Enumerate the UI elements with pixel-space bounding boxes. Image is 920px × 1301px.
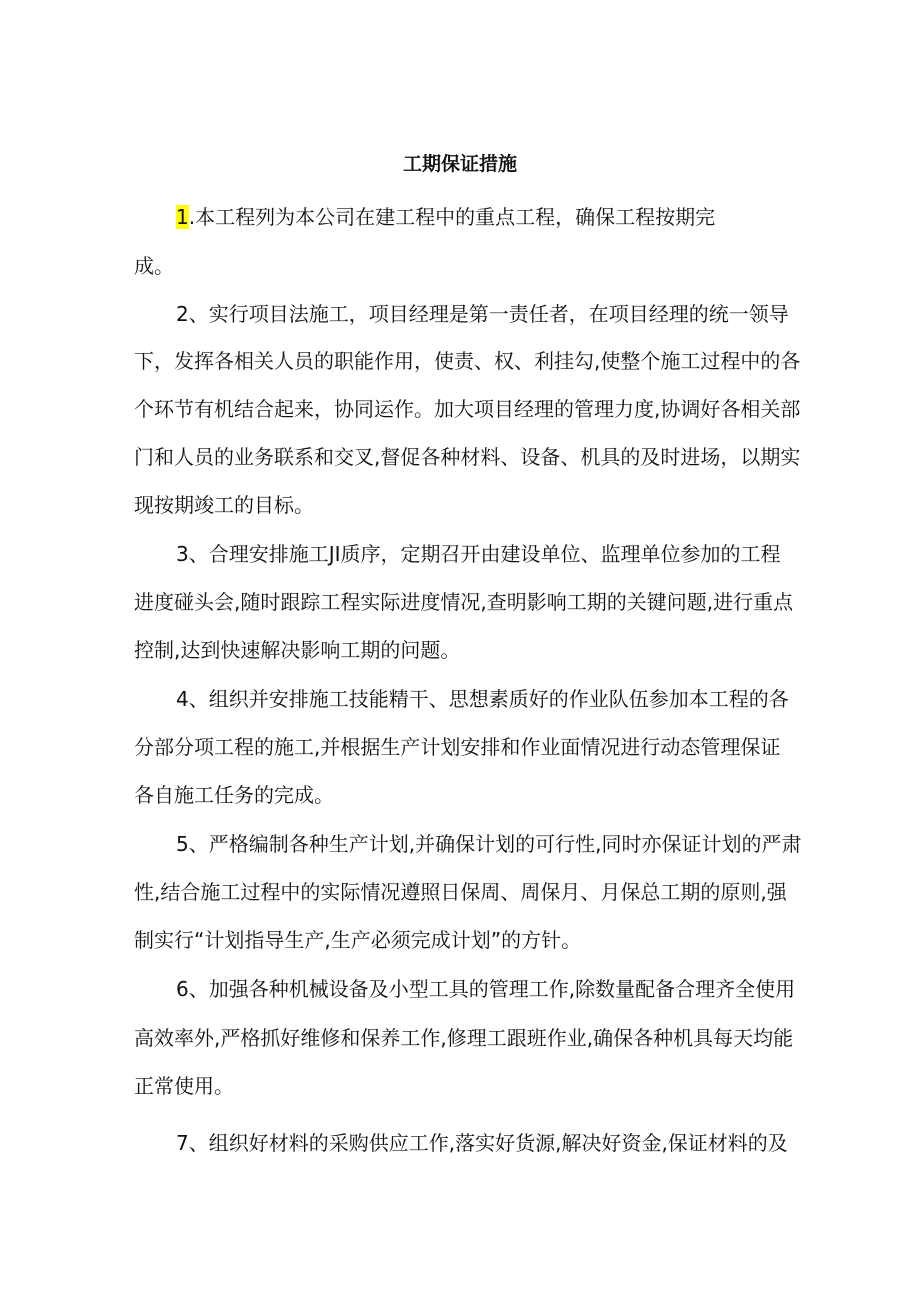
paragraph-6-line-3: 正常使用。 bbox=[134, 1074, 234, 1098]
paragraph-2-line-3: 个环节有机结合起来，协同运作。加大项目经理的管理力度,协调好各相关部 bbox=[134, 397, 801, 421]
paragraph-6-line-2: 高效率外,严格抓好维修和保养工作,修理工跟班作业,确保各种机具每天均能 bbox=[134, 1026, 794, 1050]
paragraph-5-line-1: 5、严格编制各种生产计划,并确保计划的可行性,同时亦保证计划的严肃 bbox=[176, 832, 802, 856]
paragraph-3-line-1: 3、合理安排施工JI质序，定期召开由建设单位、监理单位参加的工程 bbox=[176, 542, 781, 566]
paragraph-4-line-1: 4、组织并安排施工技能精干、思想素质好的作业队伍参加本工程的各 bbox=[176, 687, 789, 711]
paragraph-4-line-2: 分部分项工程的施工,并根据生产计划安排和作业面情况进行动态管理保证 bbox=[134, 735, 781, 759]
document-title: 工期保证措施 bbox=[402, 153, 517, 175]
paragraph-7-line-1: 7、组织好材料的采购供应工作,落实好货源,解决好资金,保证材料的及 bbox=[176, 1131, 788, 1155]
paragraph-3-line-2: 进度碰头会,随时跟踪工程实际进度情况,查明影响工期的关键问题,进行重点 bbox=[134, 590, 794, 614]
paragraph-1-line-2: 成。 bbox=[134, 254, 174, 278]
paragraph-6-line-1: 6、加强各种机械设备及小型工具的管理工作,除数量配备合理齐全使用 bbox=[176, 977, 796, 1001]
paragraph-2-line-5: 现按期竣工的目标。 bbox=[134, 493, 314, 517]
paragraph-5-line-2: 性,结合施工过程中的实际情况遵照日保周、周保月、月保总工期的原则,强 bbox=[134, 880, 787, 904]
paragraph-3-line-3: 控制,达到快速解决影响工期的问题。 bbox=[134, 638, 461, 662]
paragraph-4-line-3: 各自施工任务的完成。 bbox=[134, 783, 334, 807]
paragraph-1-text: .本工程列为本公司在建工程中的重点工程，确保工程按期完 bbox=[188, 205, 716, 229]
paragraph-2-line-1: 2、实行项目法施工，项目经理是第一责任者，在项目经理的统一领导 bbox=[176, 302, 789, 326]
paragraph-2-line-2: 下，发挥各相关人员的职能作用，使责、权、利挂勾,使整个施工过程中的各 bbox=[134, 349, 801, 373]
paragraph-2-line-4: 门和人员的业务联系和交叉,督促各种材料、设备、机具的及时进场，以期实 bbox=[134, 445, 801, 469]
highlighted-list-marker: 1 bbox=[176, 205, 189, 229]
paragraph-5-line-3: 制实行“计划指导生产,生产必须完成计划”的方针。 bbox=[134, 928, 582, 952]
paragraph-1-line-1 bbox=[176, 203, 715, 231]
